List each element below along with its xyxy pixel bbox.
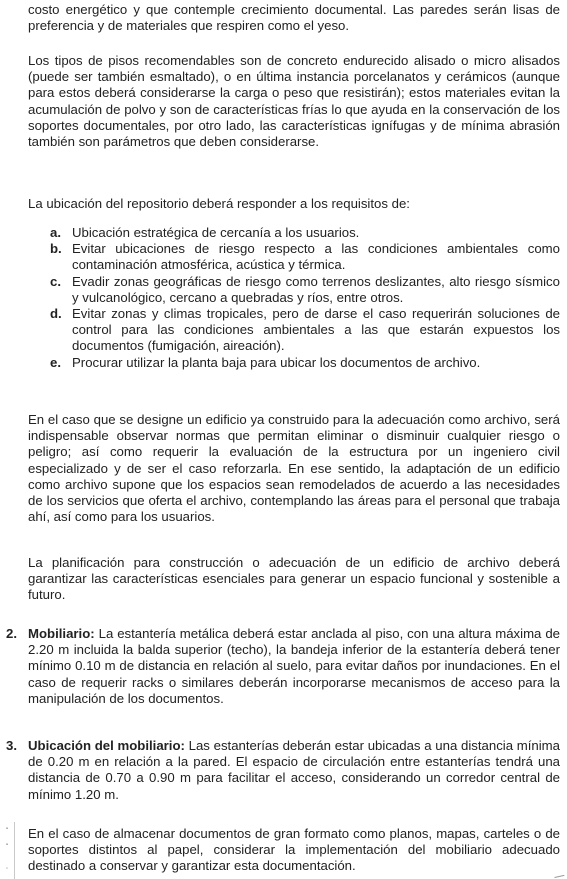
stamp-mark: ▫ bbox=[5, 866, 9, 872]
paragraph-large-format: En el caso de almacenar documentos de gran formato como planos, mapas, carteles o de soportes distintos al papel, considerar la implementación del mobiliario adecuado destinado a conservar y garantizar esta documentación. bbox=[28, 826, 560, 874]
item-body bbox=[28, 626, 560, 707]
item-number: 3. bbox=[6, 738, 17, 753]
list-letter: d. bbox=[50, 306, 62, 322]
list-letter: b. bbox=[50, 241, 62, 257]
list-item-text: Procurar utilizar la planta baja para ubicar los documentos de archivo. bbox=[72, 354, 481, 370]
item-title: Ubicación del mobiliario: bbox=[28, 738, 185, 753]
paragraph-floors: Los tipos de pisos recomendables son de concreto endurecido alisado o micro alisados (puede ser también esmaltado), o en última instancia porcelanatos y cerámicos (aunque para estos deberá considerarse la carga o peso que resistirán); estos materiales evitan la acumulación de polvo y son de características frías lo que ayuda en la conservación de los soportes documentales, por otro lado, las características ignífugas y de mínima abrasión también son parámetros que deben considerarse. bbox=[28, 53, 560, 150]
item-text: Las estanterías deberán estar ubicadas a una distancia mínima de 0.20 m en relación a la pared. El espacio de circulación entre estanterías tendrá una distancia de 0.70 a 0.90 m para facilitar el acceso, considerando un corredor central de mínimo 1.20 m. bbox=[28, 738, 560, 802]
list-letter: a. bbox=[50, 225, 61, 240]
item-body bbox=[28, 738, 560, 803]
list-item-text: Evitar zonas y climas tropicales, pero de darse el caso requerirán soluciones de control para las condiciones ambientales a las que estarán expuestos los documentos (fumigación, aireación). bbox=[72, 306, 560, 354]
item-number: 2. bbox=[6, 626, 17, 641]
item-title: Mobiliario: bbox=[28, 626, 95, 641]
paragraph-existing-building: En el caso que se designe un edificio ya construido para la adecuación como archivo, será indispensable observar normas que permitan eliminar o disminuir cualquier riesgo o peligro; así como requerir la evaluación de la estructura por un ingeniero civil especializado y de ser el caso reforzarla. En ese sentido, la adaptación de un edificio como archivo supone que los espacios sean remodelados de acuerdo a las necesidades de los servicios que oferta el archivo, contemplando las áreas para el personal que trabaja ahí, así como para los usuarios. bbox=[28, 412, 560, 525]
list-item bbox=[28, 225, 560, 241]
stamp-mark: ▪ bbox=[5, 826, 9, 832]
item-text: La estantería metálica deberá estar anclada al piso, con una altura máxima de 2.20 m incluida la balda superior (techo), la bandeja inferior de la estantería deberá tener mínimo 0.10 m de distancia en relación al suelo, para evitar daños por inundaciones. En el caso de requerir racks o similares deberán incorporarse mecanismos de acceso para la manipulación de los documentos. bbox=[28, 626, 560, 706]
stamp-mark: ▪ bbox=[5, 842, 9, 848]
numbered-item-furniture bbox=[6, 626, 560, 707]
list-item bbox=[28, 274, 560, 306]
margin-stamp bbox=[0, 822, 15, 879]
paragraph-walls: costo energético y que contemple crecimiento documental. Las paredes serán lisas de preferencia y de materiales que respiren como el yeso. bbox=[28, 2, 560, 34]
list-item bbox=[28, 306, 560, 355]
list-item-text: Evitar ubicaciones de riesgo respecto a las condiciones ambientales como contaminación atmosférica, acústica y térmica. bbox=[72, 241, 560, 273]
list-item-text: Evadir zonas geográficas de riesgo como terrenos deslizantes, alto riesgo sísmico y vulcanológico, cercano a quebradas y ríos, entre otros. bbox=[72, 273, 560, 305]
list-item bbox=[28, 355, 560, 371]
corner-mark bbox=[554, 871, 565, 878]
list-letter: c. bbox=[50, 273, 61, 289]
paragraph-planning: La planificación para construcción o adecuación de un edificio de archivo deberá garantizar las características esenciales para generar un espacio funcional y sostenible a futuro. bbox=[28, 555, 560, 603]
list-letter: e. bbox=[50, 354, 61, 370]
requirements-list bbox=[28, 225, 560, 371]
list-item-text: Ubicación estratégica de cercanía a los usuarios. bbox=[72, 225, 360, 240]
numbered-item-furniture-location bbox=[6, 738, 560, 803]
list-item bbox=[28, 241, 560, 273]
paragraph-location-intro: La ubicación del repositorio deberá responder a los requisitos de: bbox=[28, 196, 410, 211]
